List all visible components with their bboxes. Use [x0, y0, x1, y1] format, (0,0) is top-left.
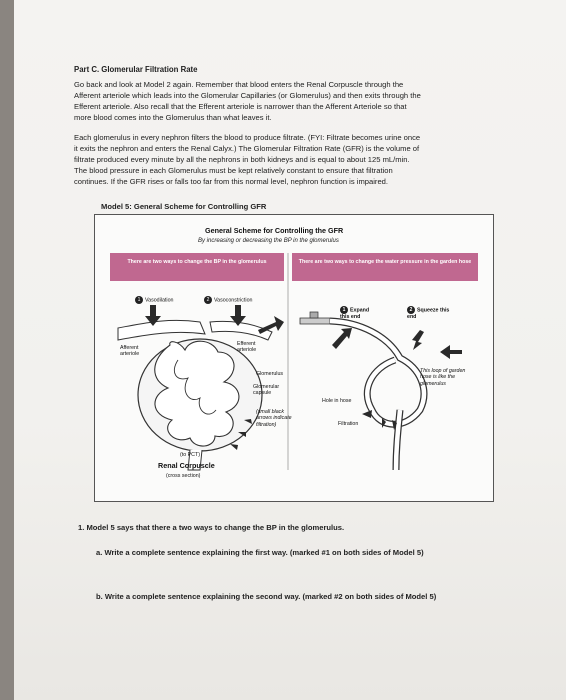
glomerular-capsule-label: Glomerular capsule [253, 384, 280, 397]
model-title: Model 5: General Scheme for Controlling GFR [101, 202, 267, 211]
to-pct-label: (to PCT) [180, 452, 201, 458]
filtration-label: Filtration [338, 421, 359, 427]
hole-in-hose-label: Hole in hose [322, 398, 352, 404]
faucet-shape [300, 318, 330, 324]
question-1: 1. Model 5 says that there a two ways to change the BP in the glomerulus. [78, 523, 345, 532]
cross-section-label: (cross section) [166, 473, 201, 479]
afferent-arteriole-shape [118, 320, 205, 340]
right-banner: There are two ways to change the water pressure in the garden hose [292, 253, 478, 281]
afferent-arteriole-label: Afferent arteriole [120, 345, 140, 358]
paragraph-2-line-3: filtrate produced every minute by all the nephrons in both kidneys and is equal to about 125 mL/min. [74, 155, 410, 164]
paragraph-1-line-2: Afferent arteriole which leads into the Glomerular Capillaries (or Glomerulus) and then exits through the [74, 91, 421, 100]
paragraph-2-line-4: The blood pressure in each Glomerulus must be kept relatively constant to ensure that filtration [74, 166, 393, 175]
paragraph-2-line-1: Each glomerulus in every nephron filters the blood to produce filtrate. (FYI: Filtrate becomes urine once [74, 133, 421, 142]
efferent-arteriole-label: Efferent arteriole [237, 341, 257, 354]
paragraph-1-line-4: more blood comes into the Glomerulus than what leaves it. [74, 113, 272, 122]
squeeze-label: 2 Squeeze this end [407, 307, 450, 320]
diagram-subtitle: By increasing or decreasing the BP in the glomerulus [198, 238, 339, 244]
expand-label: 1 Expand this end [340, 307, 370, 320]
squeeze-arrow [440, 345, 462, 359]
hose-loop-label: This loop of garden hose is like the glomerulus [420, 368, 466, 387]
glomerulus-shape [155, 341, 239, 446]
question-1b: b. Write a complete sentence explaining the second way. (marked #2 on both sides of Model 5) [96, 592, 437, 601]
vasoconstriction-label: 2 Vasoconstriction [204, 296, 252, 304]
paragraph-2-line-5: continues. If the GFR rises or falls too far from this normal level, nephron function is impaired. [74, 177, 389, 186]
section-heading: Part C. Glomerular Filtration Rate [74, 65, 198, 74]
paragraph-2-line-2: it exits the nephron and enters the Renal Calyx.) The Glomerular Filtration Rate (GFR) is the volume of [74, 144, 420, 153]
glomerulus-label: Glomerulus [256, 371, 284, 377]
renal-corpuscle-label: Renal Corpuscle [158, 461, 215, 470]
vasodilation-label: 1 Vasodilation [135, 296, 173, 304]
question-1a: a. Write a complete sentence explaining the first way. (marked #1 on both sides of Model 5) [96, 548, 424, 557]
paragraph-1-line-3: Efferent arteriole. Also recall that the Efferent arteriole is narrower than the Afferent Arteriole so that [74, 102, 407, 111]
filtration-arrows-note: (small black arrows indicate filtration) [256, 409, 292, 428]
diagram-title: General Scheme for Controlling the GFR [205, 226, 344, 235]
left-banner: There are two ways to change the BP in the glomerulus [110, 253, 284, 281]
paragraph-1-line-1: Go back and look at Model 2 again. Remember that blood enters the Renal Corpuscle through the [74, 80, 404, 89]
expand-arrow [332, 328, 352, 349]
